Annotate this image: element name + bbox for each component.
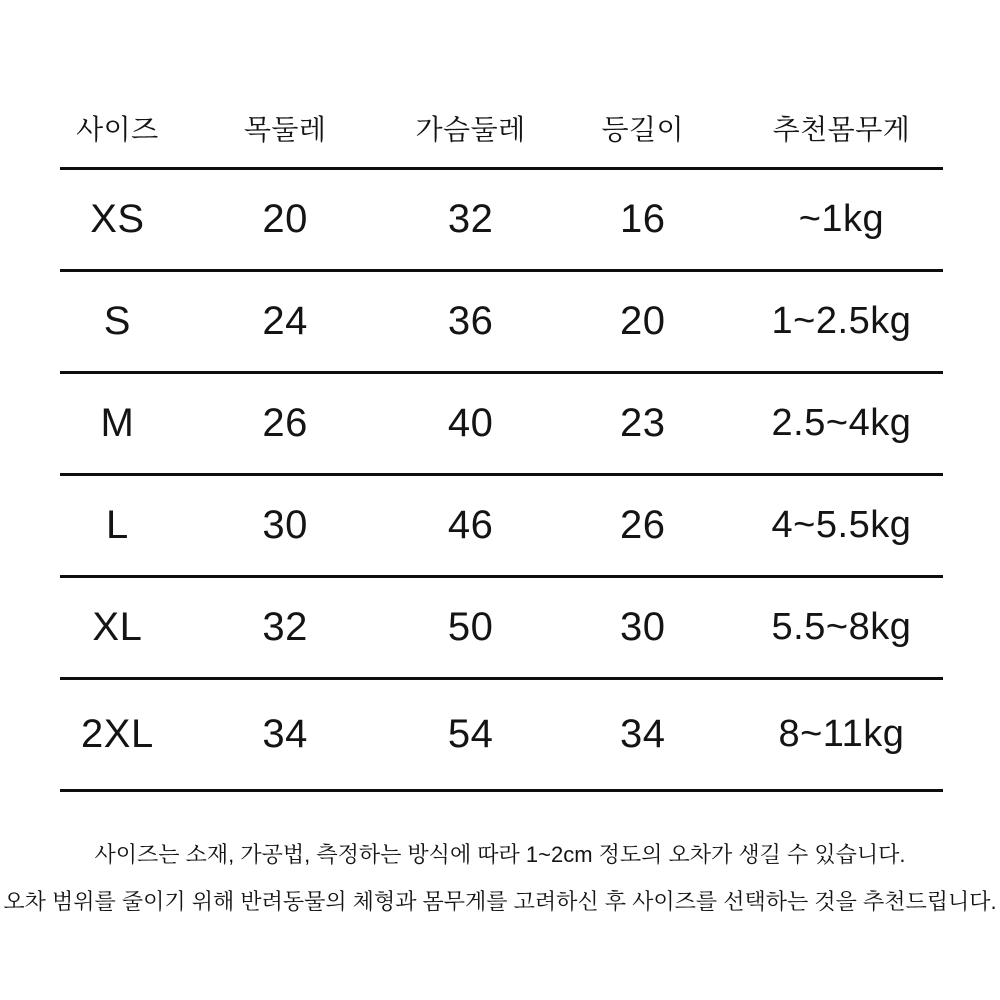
table-row-xl	[60, 576, 943, 678]
cell-back-length: 26	[620, 502, 666, 547]
header-back-length: 등길이	[601, 114, 685, 146]
cell-chest: 46	[447, 502, 494, 547]
cell-weight: 8~11kg	[778, 712, 905, 755]
cell-neck: 24	[262, 298, 308, 343]
cell-size: XS	[90, 196, 145, 241]
cell-weight: ~1kg	[798, 197, 885, 240]
cell-chest: 36	[447, 298, 494, 343]
table-header-row	[60, 100, 943, 168]
cell-chest: 50	[447, 604, 494, 649]
cell-size: 2XL	[81, 711, 154, 756]
cell-back-length: 16	[620, 196, 666, 241]
cell-back-length: 30	[620, 604, 666, 649]
cell-chest: 54	[447, 711, 494, 756]
cell-neck: 26	[262, 400, 308, 445]
header-chest: 가슴둘레	[415, 114, 526, 146]
cell-weight: 2.5~4kg	[771, 401, 912, 444]
cell-neck: 32	[262, 604, 308, 649]
footnote-line-1: 사이즈는 소재, 가공법, 측정하는 방식에 따라 1~2cm 정도의 오차가 생길 수 있습니다.	[94, 842, 906, 867]
cell-size: M	[100, 400, 135, 445]
cell-neck: 30	[262, 502, 308, 547]
table-row-m	[60, 372, 943, 474]
header-size: 사이즈	[76, 114, 159, 146]
cell-back-length: 23	[620, 400, 666, 445]
cell-size: S	[103, 298, 131, 343]
cell-size: L	[106, 502, 129, 547]
cell-weight: 4~5.5kg	[771, 503, 912, 546]
footnote-line-2: 오차 범위를 줄이기 위해 반려동물의 체형과 몸무게를 고려하신 후 사이즈를 선택하는 것을 추천드립니다.	[3, 889, 997, 914]
header-recommended-weight: 추천몸무게	[772, 114, 911, 146]
cell-neck: 34	[262, 711, 308, 756]
cell-neck: 20	[262, 196, 308, 241]
table-row-s	[60, 270, 943, 372]
cell-chest: 40	[447, 400, 494, 445]
cell-chest: 32	[447, 196, 494, 241]
cell-weight: 1~2.5kg	[771, 299, 912, 342]
cell-size: XL	[92, 604, 143, 649]
size-chart-footnote	[0, 841, 1000, 935]
size-chart-table	[60, 100, 943, 792]
cell-weight: 5.5~8kg	[771, 605, 912, 648]
header-neck: 목둘레	[243, 114, 327, 146]
cell-back-length: 20	[620, 298, 666, 343]
table-row-2xl	[60, 678, 943, 790]
table-row-xs	[60, 168, 943, 270]
table-row-l	[60, 474, 943, 576]
cell-back-length: 34	[620, 711, 666, 756]
